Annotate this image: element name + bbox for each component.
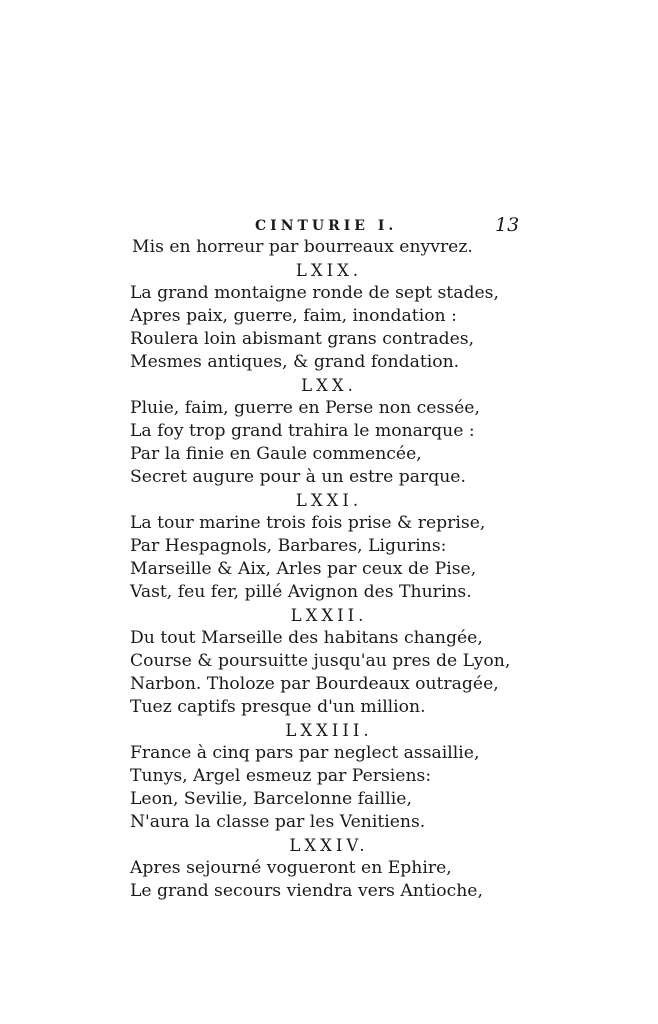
- verse-line: Narbon. Tholoze par Bourdeaux outragée,: [130, 674, 499, 694]
- verse-line: Secret augure pour à un estre parque.: [130, 467, 466, 487]
- verse-block: [130, 236, 511, 903]
- quatrain-number: LXXIV.: [289, 836, 369, 855]
- quatrain-number: LXIX.: [295, 261, 363, 280]
- verse-line: Tunys, Argel esmeuz par Persiens:: [130, 766, 432, 786]
- running-head: CINTURIE I.: [255, 218, 398, 234]
- quatrain-number: LXX.: [301, 376, 357, 395]
- verse-line: Du tout Marseille des habitans changée,: [130, 628, 483, 648]
- verse-line: Apres sejourné vogueront en Ephire,: [130, 858, 452, 878]
- verse-line: Course & poursuitte jusqu'au pres de Lyon,: [130, 651, 511, 671]
- verse-line: Le grand secours viendra vers Antioche,: [130, 881, 483, 901]
- verse-line: France à cinq pars par neglect assaillie,: [130, 743, 480, 763]
- quatrain-number: LXXIII.: [285, 721, 373, 740]
- verse-line: Roulera loin abismant grans contrades,: [130, 329, 475, 349]
- verse-line: Par Hespagnols, Barbares, Ligurins:: [130, 536, 447, 556]
- verse-line: Par la finie en Gaule commencée,: [130, 444, 422, 464]
- quatrain-number: LXXI.: [295, 491, 363, 510]
- verse-line: Tuez captifs presque d'un million.: [130, 697, 426, 717]
- verse-line: Leon, Sevilie, Barcelonne faillie,: [130, 789, 412, 809]
- quatrain-number: LXXII.: [290, 606, 368, 625]
- verse-line: Mesmes antiques, & grand fondation.: [130, 352, 460, 372]
- verse-line: La tour marine trois fois prise & reprise,: [130, 513, 486, 533]
- verse-line: Apres paix, guerre, faim, inondation :: [130, 306, 457, 326]
- verse-line: La grand montaigne ronde de sept stades,: [130, 283, 499, 303]
- verse-line: Mis en horreur par bourreaux enyvrez.: [132, 237, 473, 257]
- verse-line: La foy trop grand trahira le monarque :: [130, 421, 475, 441]
- verse-line: Pluie, faim, guerre en Perse non cessée,: [130, 398, 480, 418]
- page-number: 13: [495, 214, 520, 236]
- verse-line: N'aura la classe par les Venitiens.: [130, 812, 426, 832]
- verse-line: Marseille & Aix, Arles par ceux de Pise,: [130, 559, 477, 579]
- verse-line: Vast, feu fer, pillé Avignon des Thurins.: [130, 582, 472, 602]
